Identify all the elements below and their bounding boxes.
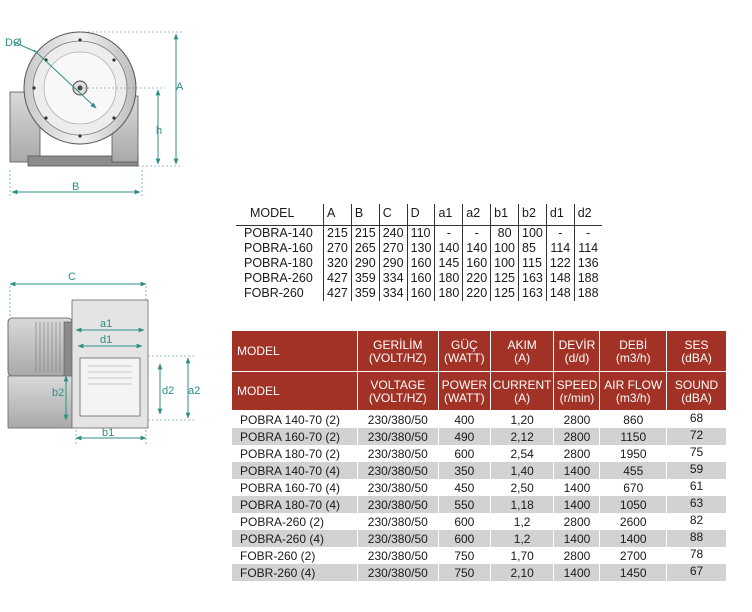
table-cell: 230/380/50 [357, 462, 438, 479]
table-row [232, 564, 726, 581]
table-cell: 188 [574, 271, 601, 286]
dims-header-cell: b2 [519, 204, 547, 226]
table-cell: 230/380/50 [357, 479, 438, 496]
dims-header-cell: d1 [546, 204, 574, 226]
table-row [236, 226, 602, 242]
label-b1: b1 [102, 427, 115, 439]
table-cell: 1,40 [490, 462, 554, 479]
table-cell: 110 [407, 226, 435, 242]
table-cell: 750 [438, 564, 490, 581]
table-cell: 1,18 [490, 496, 554, 513]
table-cell: 359 [351, 286, 379, 301]
table-cell: 359 [351, 271, 379, 286]
table-cell: 2,12 [490, 428, 554, 445]
table-cell: 163 [519, 286, 547, 301]
table-cell: 85 [519, 241, 547, 256]
table-cell: FOBR-260 [244, 286, 304, 300]
label-c: C [68, 271, 76, 283]
dims-header-row [236, 204, 602, 226]
table-cell: 265 [351, 241, 379, 256]
table-cell: POBRA-160 [244, 241, 313, 255]
table-cell: 334 [379, 286, 407, 301]
label-d-phi: DØ [5, 37, 22, 49]
table-cell: 188 [574, 286, 601, 301]
table-cell: 1400 [554, 462, 600, 479]
table-cell: POBRA 140-70 (4) [232, 462, 357, 479]
table-cell: 860 [600, 411, 667, 429]
table-cell: 270 [324, 241, 352, 256]
label-b2: b2 [52, 387, 65, 399]
dims-header-cell: d2 [574, 204, 601, 226]
table-cell: 1150 [600, 428, 667, 445]
table-cell: 122 [546, 256, 574, 271]
table-cell: POBRA-180 [244, 256, 313, 270]
perf-header-cell: CURRENT (A) [490, 372, 554, 411]
table-cell: 180 [435, 271, 463, 286]
perf-header-cell: MODEL [232, 372, 357, 411]
table-row [232, 513, 726, 530]
table-cell: 427 [324, 271, 352, 286]
table-cell: 490 [438, 428, 490, 445]
table-cell: 230/380/50 [357, 513, 438, 530]
table-cell: 1,2 [490, 513, 554, 530]
table-cell: 61 [667, 479, 726, 496]
table-cell: - [546, 226, 574, 242]
table-row [232, 411, 726, 429]
dims-header-cell: a1 [435, 204, 463, 226]
dims-header-cell: b1 [491, 204, 519, 226]
label-a: A [176, 81, 184, 93]
table-cell: 600 [438, 513, 490, 530]
table-cell: 136 [574, 256, 601, 271]
table-cell: 230/380/50 [357, 411, 438, 429]
table-cell: POBRA 140-70 (2) [232, 411, 357, 429]
table-cell: 1450 [600, 564, 667, 581]
table-cell: 68 [667, 411, 726, 429]
perf-header-cell: VOLTAGE (VOLT/HZ) [357, 372, 438, 411]
label-d1: d1 [100, 334, 113, 346]
table-cell: 600 [438, 530, 490, 547]
table-cell: 75 [667, 445, 726, 462]
table-cell: 140 [435, 241, 463, 256]
table-cell: - [574, 226, 601, 242]
table-cell: 125 [491, 271, 519, 286]
table-cell: 1950 [600, 445, 667, 462]
table-cell: 148 [546, 271, 574, 286]
table-cell: 600 [438, 445, 490, 462]
table-cell: - [435, 226, 463, 242]
table-cell: 2800 [554, 411, 600, 429]
table-cell: POBRA 160-70 (4) [232, 479, 357, 496]
label-d2: d2 [162, 385, 175, 397]
table-row [236, 286, 602, 301]
table-cell: FOBR-260 (2) [232, 547, 357, 564]
table-cell: 2700 [600, 547, 667, 564]
table-cell: 320 [324, 256, 352, 271]
table-cell: 1050 [600, 496, 667, 513]
table-cell: 230/380/50 [357, 564, 438, 581]
table-cell: 455 [600, 462, 667, 479]
table-cell: 115 [519, 256, 547, 271]
table-cell: 160 [463, 256, 491, 271]
table-cell: 2,10 [490, 564, 554, 581]
table-cell: 215 [351, 226, 379, 242]
table-cell: POBRA-260 (2) [232, 513, 357, 530]
table-cell: 2600 [600, 513, 667, 530]
perf-header-cell: GÜÇ (WATT) [438, 331, 490, 372]
table-cell: 230/380/50 [357, 445, 438, 462]
table-cell: POBRA 180-70 (2) [232, 445, 357, 462]
table-row [232, 428, 726, 445]
table-cell: 2,50 [490, 479, 554, 496]
table-cell: 100 [519, 226, 547, 242]
table-cell: 160 [407, 286, 435, 301]
table-cell: 125 [491, 286, 519, 301]
table-cell: 100 [491, 256, 519, 271]
perf-header-cell: SPEED (r/min) [554, 372, 600, 411]
table-cell: 82 [667, 513, 726, 530]
dims-header-model: MODEL [236, 204, 324, 226]
table-cell: 63 [667, 496, 726, 513]
table-cell: POBRA 160-70 (2) [232, 428, 357, 445]
table-cell: 1,2 [490, 530, 554, 547]
table-cell: 145 [435, 256, 463, 271]
label-h: h [156, 125, 163, 137]
table-row [232, 479, 726, 496]
table-cell: POBRA-140 [244, 226, 313, 240]
dims-header-cell: C [379, 204, 407, 226]
table-cell: 550 [438, 496, 490, 513]
perf-header-cell: POWER (WATT) [438, 372, 490, 411]
table-cell: 180 [435, 286, 463, 301]
dims-header-cell: A [324, 204, 352, 226]
table-cell: 450 [438, 479, 490, 496]
table-cell: 160 [407, 271, 435, 286]
table-cell: 2800 [554, 445, 600, 462]
table-cell: 148 [546, 286, 574, 301]
table-cell: 78 [667, 547, 726, 564]
table-cell: 1400 [554, 496, 600, 513]
table-cell: 220 [463, 271, 491, 286]
perf-header-cell: MODEL [232, 331, 357, 372]
table-cell: 750 [438, 547, 490, 564]
perf-header-cell: GERİLİM (VOLT/HZ) [357, 331, 438, 372]
table-cell: 100 [491, 241, 519, 256]
table-cell: 334 [379, 271, 407, 286]
label-b: B [72, 181, 80, 193]
table-cell: 1400 [554, 530, 600, 547]
table-cell: 1400 [554, 479, 600, 496]
table-cell: 1,20 [490, 411, 554, 429]
table-row [232, 445, 726, 462]
table-cell: POBRA 180-70 (4) [232, 496, 357, 513]
table-cell: 427 [324, 286, 352, 301]
label-a1: a1 [100, 318, 113, 330]
table-cell: 2800 [554, 513, 600, 530]
table-cell: 230/380/50 [357, 530, 438, 547]
table-row [232, 462, 726, 479]
table-cell: 2800 [554, 547, 600, 564]
table-cell: 1,70 [490, 547, 554, 564]
table-cell: 72 [667, 428, 726, 445]
table-cell: 290 [379, 256, 407, 271]
table-cell: 88 [667, 530, 726, 547]
label-a2: a2 [188, 385, 201, 397]
front-view [5, 32, 184, 196]
perf-header-cell: AIR FLOW (m3/h) [600, 372, 667, 411]
perf-header-cell: DEVİR (d/d) [554, 331, 600, 372]
perf-header-cell: AKIM (A) [490, 331, 554, 372]
table-cell: 270 [379, 241, 407, 256]
perf-header-cell: SOUND (dBA) [667, 372, 726, 411]
table-row [232, 496, 726, 513]
performance-table [232, 331, 726, 581]
table-cell: 215 [324, 226, 352, 242]
table-cell: 1400 [600, 530, 667, 547]
table-cell: 290 [351, 256, 379, 271]
side-view [8, 271, 200, 446]
perf-header-row-en [232, 372, 726, 411]
table-cell: 400 [438, 411, 490, 429]
table-cell: 240 [379, 226, 407, 242]
table-cell: 220 [463, 286, 491, 301]
perf-header-cell: DEBİ (m3/h) [600, 331, 667, 372]
table-row [236, 256, 602, 271]
table-cell: 163 [519, 271, 547, 286]
table-cell: FOBR-260 (4) [232, 564, 357, 581]
table-cell: POBRA-260 [244, 271, 313, 285]
table-cell: 59 [667, 462, 726, 479]
table-cell: 230/380/50 [357, 547, 438, 564]
dims-header-cell: B [351, 204, 379, 226]
table-cell: POBRA-260 (4) [232, 530, 357, 547]
table-cell: 1400 [554, 564, 600, 581]
table-row [232, 530, 726, 547]
table-row [236, 271, 602, 286]
perf-header-cell: SES (dBA) [667, 331, 726, 372]
dims-header-cell: a2 [463, 204, 491, 226]
dims-header-cell: D [407, 204, 435, 226]
table-row [236, 241, 602, 256]
table-cell: 230/380/50 [357, 496, 438, 513]
table-cell: 670 [600, 479, 667, 496]
table-cell: 130 [407, 241, 435, 256]
table-cell: 80 [491, 226, 519, 242]
table-cell: 67 [667, 564, 726, 581]
table-cell: 160 [407, 256, 435, 271]
table-cell: 2,54 [490, 445, 554, 462]
table-cell: - [463, 226, 491, 242]
dimensions-table [236, 204, 602, 301]
table-row [232, 547, 726, 564]
table-cell: 230/380/50 [357, 428, 438, 445]
table-cell: 114 [574, 241, 601, 256]
table-cell: 2800 [554, 428, 600, 445]
table-cell: 140 [463, 241, 491, 256]
perf-header-row-tr [232, 331, 726, 372]
table-cell: 350 [438, 462, 490, 479]
table-cell: 114 [546, 241, 574, 256]
